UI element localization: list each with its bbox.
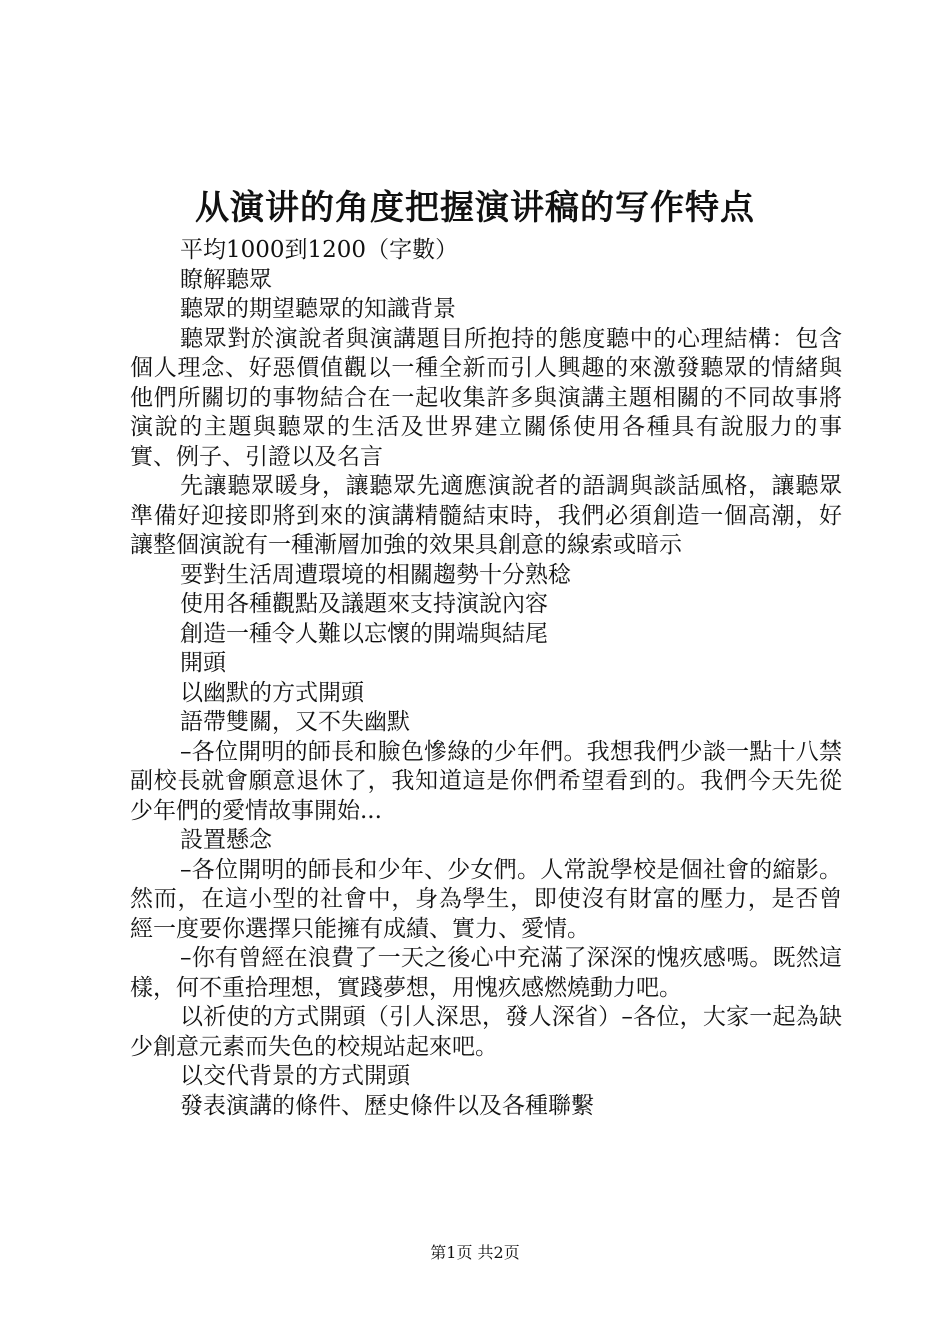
- paragraph: 以祈使的方式開頭（引人深思，發人深省）–各位，大家一起為缺少創意元素而失色的校規站起來吧。: [130, 1004, 842, 1060]
- document-body: [130, 236, 842, 1121]
- paragraph: 發表演講的條件、歷史條件以及各種聯繫: [180, 1092, 594, 1119]
- document-title: 从演讲的角度把握演讲稿的写作特点: [195, 188, 755, 228]
- page-footer: 第1页 共2页: [430, 1243, 520, 1262]
- paragraph: 平均1000到1200（字數）: [180, 237, 459, 263]
- paragraph: 先讓聽眾暖身，讓聽眾先適應演說者的語調與談話風格，讓聽眾準備好迎接即將到來的演講精髓結束時，我們必須創造一個高潮，好讓整個演說有一種漸層加強的效果具創意的線索或暗示: [130, 473, 842, 558]
- paragraph: 聽眾的期望聽眾的知識背景: [180, 296, 456, 322]
- paragraph: 瞭解聽眾: [180, 266, 272, 293]
- paragraph: –各位開明的師長和少年、少女們。人常說學校是個社會的縮影。然而，在這小型的社會中，身為學生，即使沒有財富的壓力，是否曾經一度要你選擇只能擁有成績、實力、愛情。: [130, 856, 842, 942]
- paragraph: 使用各種觀點及議題來支持演說內容: [180, 591, 548, 617]
- paragraph: 創造一種令人難以忘懷的開端與結尾: [180, 620, 548, 647]
- paragraph: 以交代背景的方式開頭: [180, 1063, 410, 1089]
- paragraph: 聽眾對於演說者與演講題目所抱持的態度聽中的心理結構：包含個人理念、好惡價值觀以一種全新而引人興趣的來激發聽眾的情緒與他們所關切的事物結合在一起收集許多與演講主題相關的不同故事將演說的主題與聽眾的生活及世界建立關係使用各種具有說服力的事實、例子、引證以及名言: [130, 325, 842, 470]
- paragraph: –你有曾經在浪費了一天之後心中充滿了深深的愧疚感嗎。既然這樣，何不重拾理想，實踐夢想，用愧疚感燃燒動力吧。: [130, 945, 842, 1001]
- paragraph: 開頭: [180, 650, 226, 676]
- paragraph: 語帶雙關，又不失幽默: [180, 709, 410, 735]
- paragraph: 以幽默的方式開頭: [180, 679, 364, 706]
- paragraph: 要對生活周遭環境的相關趨勢十分熟稔: [180, 561, 571, 588]
- paragraph: 設置懸念: [180, 827, 272, 853]
- paragraph: –各位開明的師長和臉色慘綠的少年們。我想我們少談一點十八禁副校長就會願意退休了，我知道這是你們希望看到的。我們今天先從少年們的愛情故事開始...: [130, 738, 842, 824]
